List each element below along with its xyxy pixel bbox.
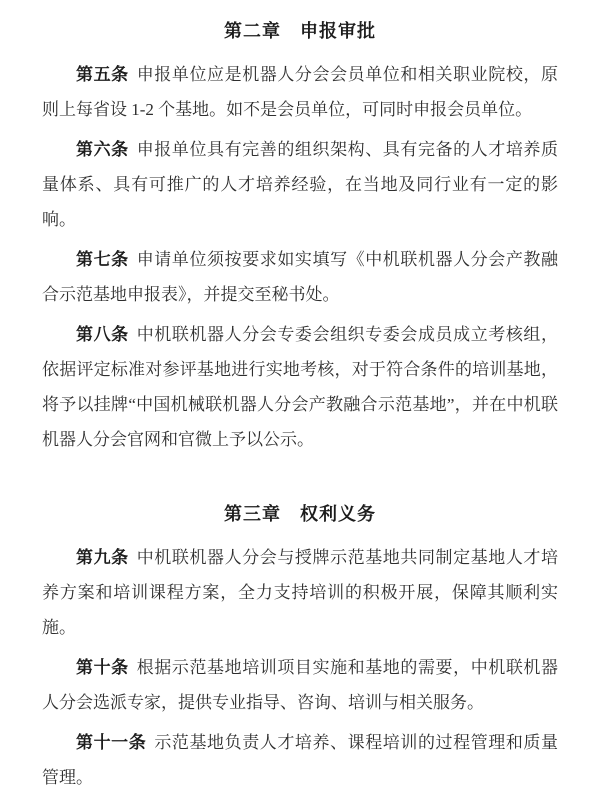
article-text: 中机联机器人分会专委会组织专委会成员成立考核组，依据评定标准对参评基地进行实地考核，对于符合条件的培训基地，将予以挂牌“中国机械联机器人分会产教融合示范基地”，并在中机联机器人分会官网和官微上予以公示。 — [42, 325, 559, 449]
article-number: 第七条 — [76, 250, 129, 269]
article-text: 中机联机器人分会与授牌示范基地共同制定基地人才培养方案和培训课程方案，全力支持培训的积极开展，保障其顺利实施。 — [42, 548, 559, 637]
article-number: 第八条 — [76, 325, 129, 344]
chapter-section — [42, 14, 558, 457]
article-text: 申请单位须按要求如实填写《中机联机器人分会产教融合示范基地申报表》，并提交至秘书处。 — [42, 250, 559, 304]
chapter-section — [42, 497, 558, 795]
article-number: 第五条 — [76, 65, 129, 84]
article-number: 第六条 — [76, 140, 129, 159]
chapter-heading: 第三章 权利义务 — [224, 504, 376, 524]
article-text: 申报单位应是机器人分会会员单位和相关职业院校，原则上每省设 1-2 个基地。如不是会员单位，可同时申报会员单位。 — [42, 65, 559, 119]
chapter-heading: 第二章 申报审批 — [224, 21, 376, 41]
article-number: 第十条 — [76, 658, 129, 677]
document-body — [42, 14, 558, 795]
article-paragraph — [42, 540, 558, 645]
article-paragraph — [42, 650, 558, 720]
article-text: 根据示范基地培训项目实施和基地的需要，中机联机器人分会选派专家，提供专业指导、咨询、培训与相关服务。 — [42, 658, 559, 712]
article-paragraph — [42, 242, 558, 312]
article-number: 第九条 — [76, 548, 129, 567]
article-paragraph — [42, 725, 558, 795]
chapter-articles — [42, 57, 558, 457]
article-paragraph — [42, 132, 558, 237]
article-paragraph — [42, 317, 558, 457]
article-text: 示范基地负责人才培养、课程培训的过程管理和质量管理。 — [42, 733, 559, 787]
article-number: 第十一条 — [76, 733, 147, 752]
article-paragraph — [42, 57, 558, 127]
chapter-articles — [42, 540, 558, 795]
article-text: 申报单位具有完善的组织架构、具有完备的人才培养质量体系、具有可推广的人才培养经验，在当地及同行业有一定的影响。 — [42, 140, 559, 229]
